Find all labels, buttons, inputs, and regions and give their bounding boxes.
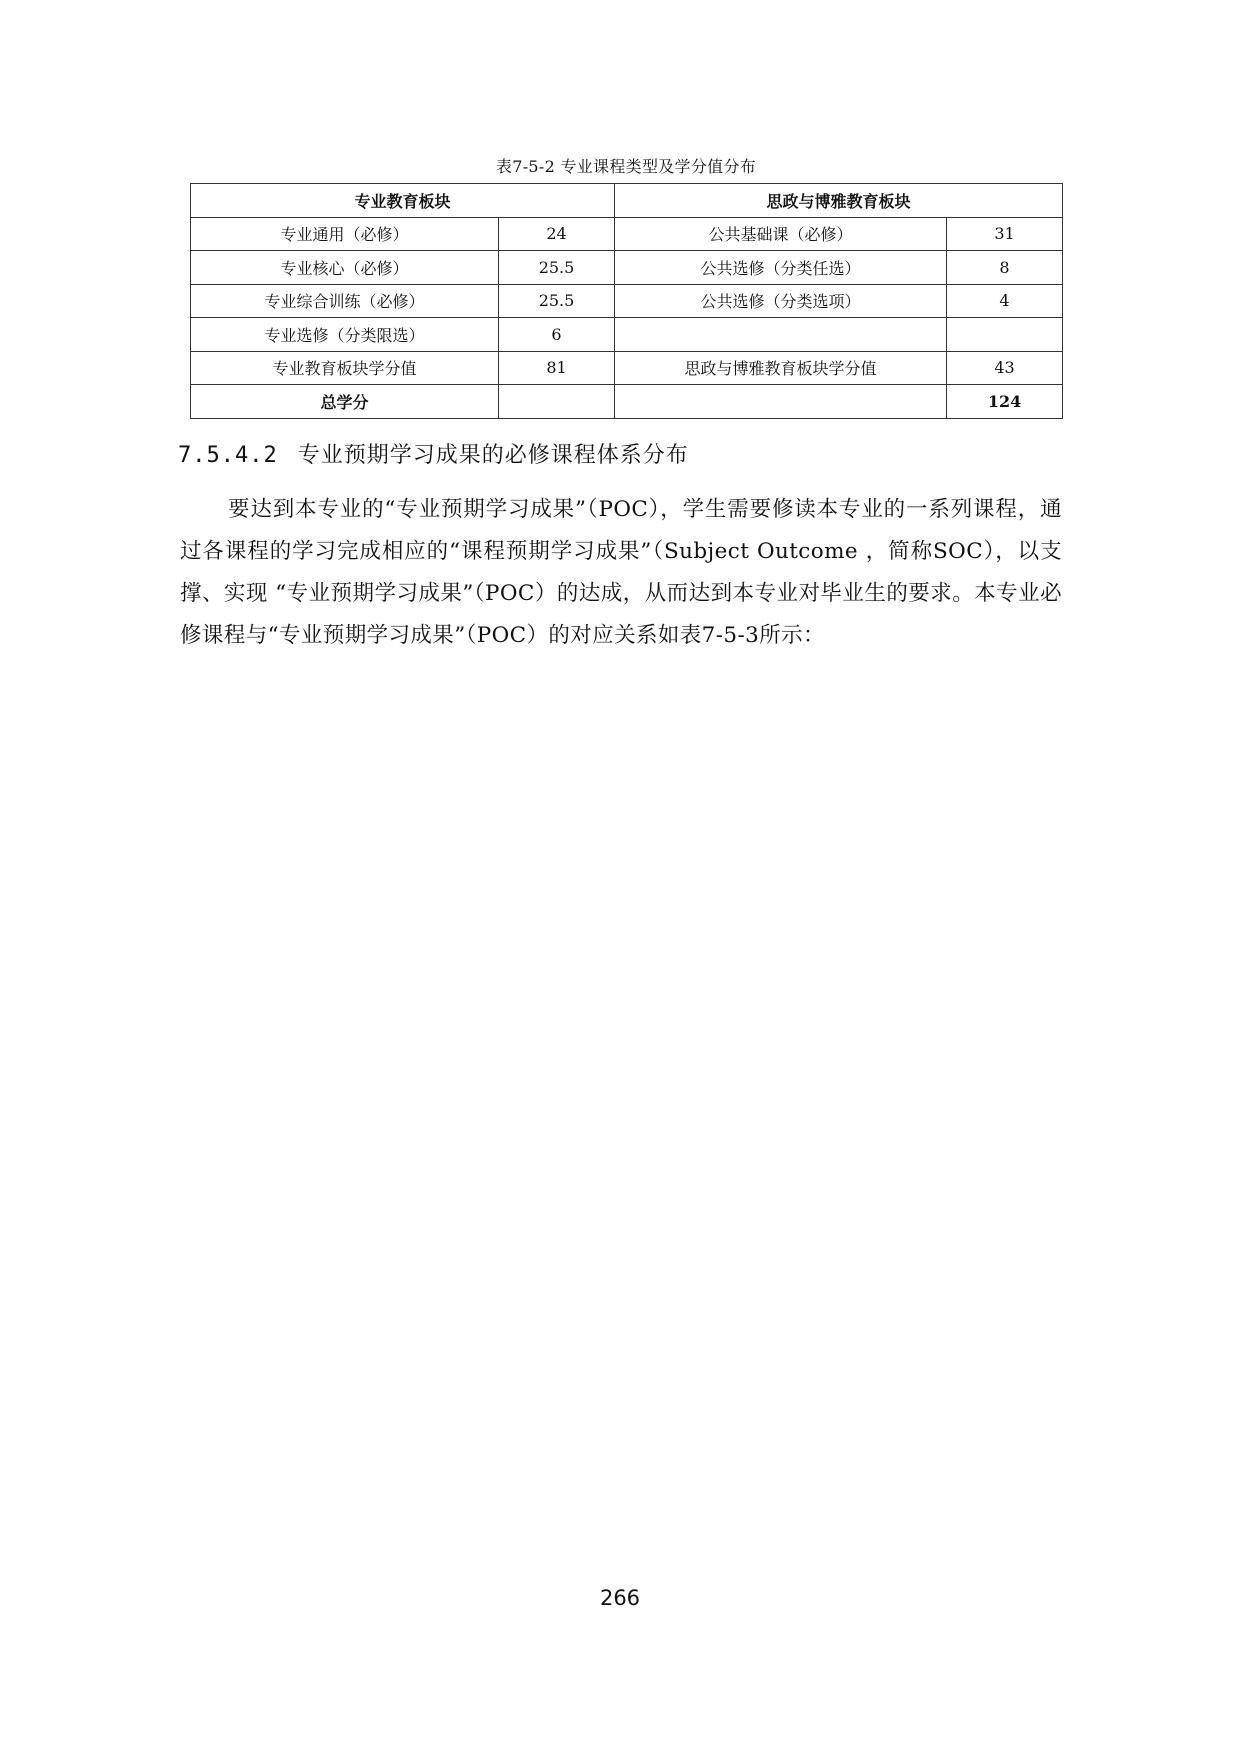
table-cell: 公共选修（分类任选） (615, 251, 947, 285)
table-cell: 4 (947, 284, 1063, 318)
table-cell: 6 (499, 318, 615, 352)
page-number: 266 (599, 1586, 641, 1610)
table-header-row (191, 184, 1063, 218)
section-heading (178, 438, 689, 469)
total-value: 124 (947, 385, 1063, 419)
table-row (191, 284, 1063, 318)
table-cell: 思政与博雅教育板块学分值 (615, 351, 947, 385)
table-cell: 专业教育板块学分值 (191, 351, 499, 385)
header-liberal-module: 思政与博雅教育板块 (615, 184, 1063, 218)
table-cell (615, 385, 947, 419)
table-cell (615, 318, 947, 352)
section-title: 专业预期学习成果的必修课程体系分布 (297, 443, 689, 468)
table-cell: 专业综合训练（必修） (191, 284, 499, 318)
table-cell: 专业选修（分类限选） (191, 318, 499, 352)
table-caption: 表7-5-2 专业课程类型及学分值分布 (495, 157, 757, 176)
table-cell: 25.5 (499, 251, 615, 285)
table-cell: 专业通用（必修） (191, 217, 499, 251)
table-row (191, 351, 1063, 385)
table-cell: 81 (499, 351, 615, 385)
table-row (191, 217, 1063, 251)
credit-distribution-table (190, 183, 1063, 419)
table-row (191, 318, 1063, 352)
table-cell (499, 385, 615, 419)
table-cell: 8 (947, 251, 1063, 285)
table-row (191, 251, 1063, 285)
table-cell: 25.5 (499, 284, 615, 318)
table-cell: 专业核心（必修） (191, 251, 499, 285)
body-paragraph: 要达到本专业的“专业预期学习成果”（POC），学生需要修读本专业的一系列课程，通过各课程的学习完成相应的“课程预期学习成果”（Subject Outcome ，简称SOC），以支撑、实现 “专业预期学习成果”（POC）的达成，从而达到本专业对毕业生的要求。本专业必修课程与“专业预期学习成果”（POC）的对应关系如表7-5-3所示： (180, 497, 1062, 648)
total-label: 总学分 (191, 385, 499, 419)
table-cell: 公共选修（分类选项） (615, 284, 947, 318)
table-cell: 43 (947, 351, 1063, 385)
header-professional-module: 专业教育板块 (191, 184, 615, 218)
table-total-row (191, 385, 1063, 419)
table-cell: 31 (947, 217, 1063, 251)
section-number: 7.5.4.2 (178, 443, 278, 468)
table-cell: 公共基础课（必修） (615, 217, 947, 251)
table-cell: 24 (499, 217, 615, 251)
table-cell (947, 318, 1063, 352)
